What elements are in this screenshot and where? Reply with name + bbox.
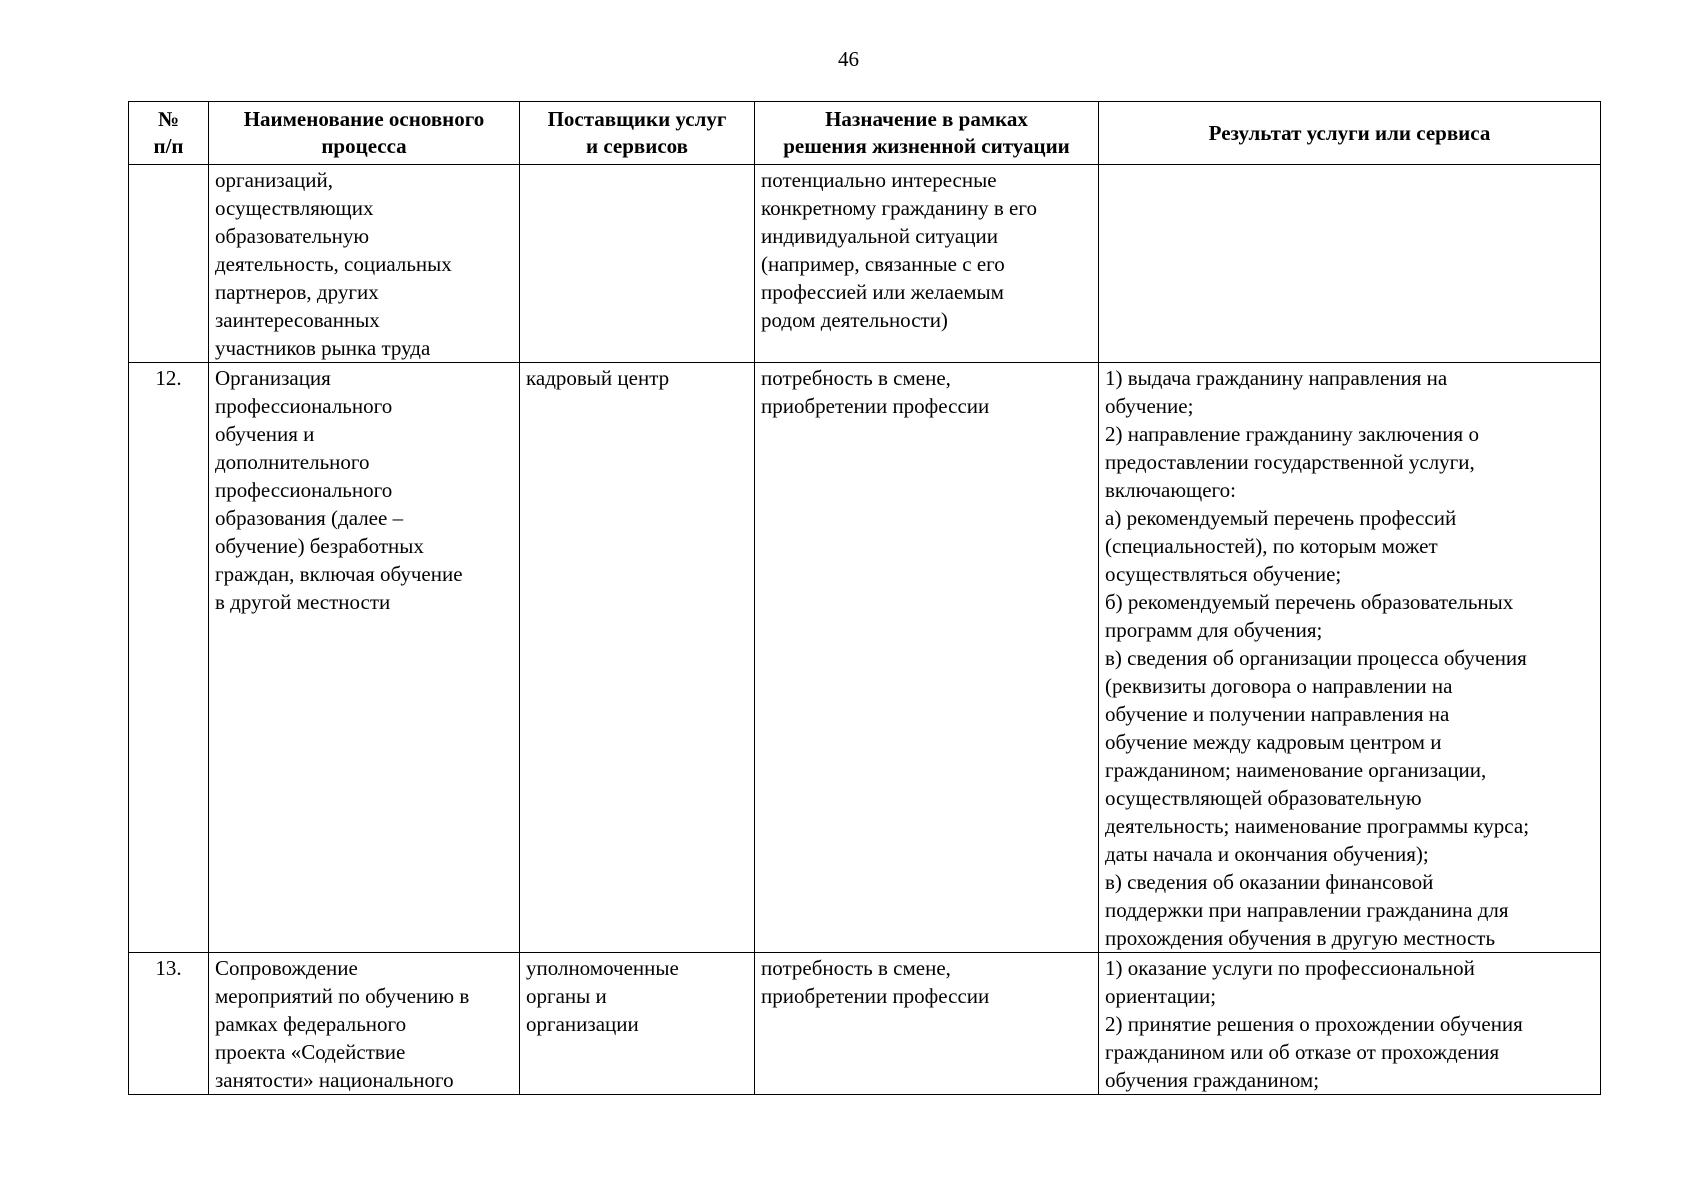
header-providers-line: и сервисов (585, 134, 688, 158)
cell-process-line: организаций, (215, 168, 333, 192)
cell-purpose (755, 363, 1099, 953)
cell-process-line: обучение) безработных (215, 534, 424, 558)
header-providers-line: Поставщики услуг (547, 107, 727, 131)
cell-providers (520, 363, 755, 953)
cell-purpose-line: потребность в смене, (761, 366, 951, 390)
cell-result-line: поддержки при направлении гражданина для (1105, 898, 1509, 922)
header-purpose-line: Назначение в рамках (825, 107, 1028, 131)
cell-purpose-line: конкретному гражданину в его (761, 196, 1037, 220)
header-providers (520, 102, 755, 165)
cell-result-line: обучения гражданином; (1105, 1068, 1320, 1092)
cell-purpose-line: (например, связанные с его (761, 252, 1005, 276)
header-process (209, 102, 520, 165)
table-row (129, 165, 1601, 363)
cell-result-line: (реквизиты договора о направлении на (1105, 674, 1453, 698)
cell-purpose (755, 953, 1099, 1095)
cell-num (129, 953, 209, 1095)
cell-process-line: в другой местности (215, 590, 391, 614)
cell-process-line: профессионального (215, 478, 393, 502)
header-purpose-line: решения жизненной ситуации (783, 134, 1070, 158)
cell-process-line: образования (далее – (215, 506, 404, 530)
cell-process-line: рамках федерального (215, 1012, 407, 1036)
header-result (1099, 102, 1601, 165)
cell-process (209, 363, 520, 953)
cell-result-line: деятельность; наименование программы курса; (1105, 814, 1530, 838)
cell-process-line: заинтересованных (215, 308, 380, 332)
cell-result-line: ориентации; (1105, 984, 1217, 1008)
cell-providers (520, 953, 755, 1095)
cell-result-line: а) рекомендуемый перечень профессий (1105, 506, 1457, 530)
cell-process-line: партнеров, других (215, 280, 379, 304)
cell-purpose-line: приобретении профессии (761, 984, 990, 1008)
cell-process-line: осуществляющих (215, 196, 374, 220)
cell-result-line: 1) выдача гражданину направления на (1105, 366, 1448, 390)
services-table (128, 101, 1601, 1095)
cell-purpose-line: приобретении профессии (761, 394, 990, 418)
cell-providers-line: органы и (526, 984, 607, 1008)
cell-process (209, 165, 520, 363)
cell-process-line: проекта «Содействие (215, 1040, 406, 1064)
header-result-line: Результат услуги или сервиса (1208, 120, 1491, 145)
cell-num (129, 165, 209, 363)
cell-result-line: в) сведения об оказании финансовой (1105, 870, 1434, 894)
cell-num (129, 363, 209, 953)
cell-purpose-line: потенциально интересные (761, 168, 997, 192)
cell-result-line: обучение; (1105, 394, 1194, 418)
cell-result-line: включающего: (1105, 478, 1236, 502)
cell-num-line: 13. (155, 956, 182, 980)
cell-providers (520, 165, 755, 363)
cell-result-line: в) сведения об организации процесса обучения (1105, 646, 1527, 670)
cell-process-line: участников рынка труда (215, 336, 431, 360)
table-row (129, 363, 1601, 953)
cell-process-line: граждан, включая обучение (215, 562, 463, 586)
cell-process-line: мероприятий по обучению в (215, 984, 470, 1008)
cell-result-line: 1) оказание услуги по профессиональной (1105, 956, 1475, 980)
table-header-row (129, 102, 1601, 165)
cell-process (209, 953, 520, 1095)
cell-providers-line: кадровый центр (526, 366, 670, 390)
cell-purpose (755, 165, 1099, 363)
cell-result-line: б) рекомендуемый перечень образовательных (1105, 590, 1514, 614)
cell-process-line: образовательную (215, 224, 370, 248)
header-num-line: № (157, 107, 180, 131)
cell-result-line: гражданином или об отказе от прохождения (1105, 1040, 1500, 1064)
cell-result (1099, 363, 1601, 953)
table-row (129, 953, 1601, 1095)
cell-result-line: осуществляться обучение; (1105, 562, 1342, 586)
cell-result-line: программ для обучения; (1105, 618, 1323, 642)
cell-process-line: Организация (215, 366, 331, 390)
header-process-line: Наименование основного (243, 107, 485, 131)
header-purpose (755, 102, 1099, 165)
cell-process-line: Сопровождение (215, 956, 358, 980)
header-num (129, 102, 209, 165)
header-num-line: п/п (153, 134, 184, 158)
cell-process-line: занятости» национального (215, 1068, 454, 1092)
header-process-line: процесса (321, 134, 407, 158)
cell-purpose-line: индивидуальной ситуации (761, 224, 998, 248)
cell-result-line: обучение и получении направления на (1105, 702, 1450, 726)
cell-result-line: даты начала и окончания обучения); (1105, 842, 1429, 866)
cell-result-line: (специальностей), по которым может (1105, 534, 1438, 558)
cell-process-line: дополнительного (215, 450, 370, 474)
cell-purpose-line: родом деятельности) (761, 308, 948, 332)
cell-result (1099, 165, 1601, 363)
cell-result-line: осуществляющей образовательную (1105, 786, 1422, 810)
cell-purpose-line: потребность в смене, (761, 956, 951, 980)
cell-process-line: профессионального (215, 394, 393, 418)
cell-providers-line: уполномоченные (526, 956, 679, 980)
cell-result-line: прохождения обучения в другую местность (1105, 926, 1496, 950)
cell-result-line: обучение между кадровым центром и (1105, 730, 1442, 754)
cell-num-line: 12. (155, 366, 182, 390)
cell-result-line: 2) принятие решения о прохождении обучения (1105, 1012, 1523, 1036)
page-number: 46 (838, 47, 859, 71)
cell-result-line: 2) направление гражданину заключения о (1105, 422, 1479, 446)
cell-providers-line: организации (526, 1012, 639, 1036)
cell-result-line: предоставлении государственной услуги, (1105, 450, 1475, 474)
cell-result (1099, 953, 1601, 1095)
cell-result-line: гражданином; наименование организации, (1105, 758, 1487, 782)
cell-process-line: деятельность, социальных (215, 252, 452, 276)
cell-purpose-line: профессией или желаемым (761, 280, 1004, 304)
cell-process-line: обучения и (215, 422, 315, 446)
